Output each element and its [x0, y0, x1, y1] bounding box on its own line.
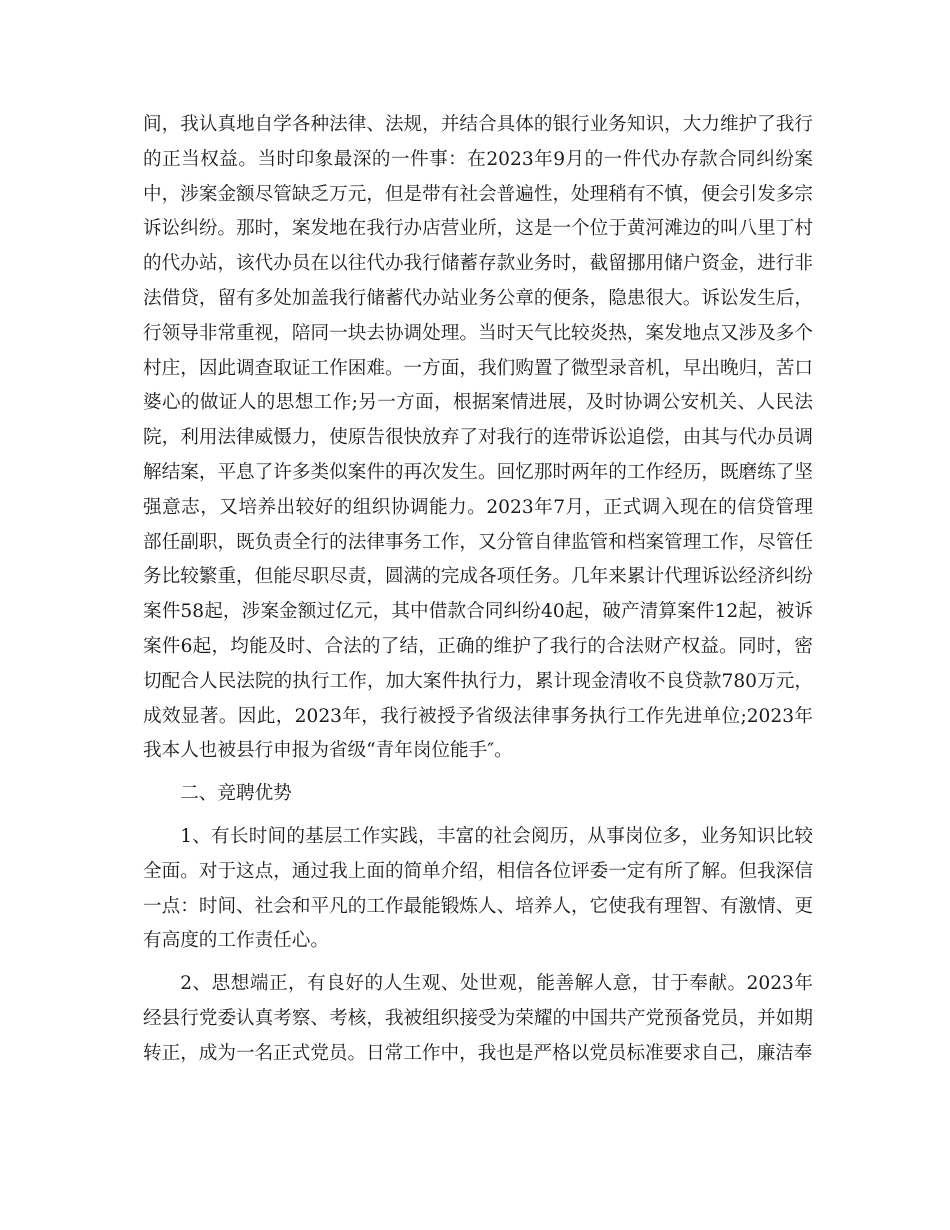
paragraph-legal-work: 间，我认真地自学各种法律、法规，并结合具体的银行业务知识，大力维护了我行的正当权益。当时印象最深的一件事：在2023年9月的一件代办存款合同纠纷案中，涉案金额尽管缺乏万元，但是带有社会普遍性，处理稍有不慎，便会引发多宗诉讼纠纷。那时，案发地在我行办店营业所，这是一个位于黄河滩边的叫八里丁村的代办站，该代办员在以往代办我行储蓄存款业务时，截留挪用储户资金，进行非法借贷，留有多处加盖我行储蓄代办站业务公章的便条，隐患很大。诉讼发生后，行领导非常重视，陪同一块去协调处理。当时天气比较炎热，案发地点又涉及多个村庄，因此调查取证工作困难。一方面，我们购置了微型录音机，早出晚归，苦口婆心的做证人的思想工作;另一方面，根据案情进展，及时协调公安机关、人民法院，利用法律威慑力，使原告很快放弃了对我行的连带诉讼追偿，由其与代办员调解结案，平息了许多类似案件的再次发生。回忆那时两年的工作经历，既磨练了坚强意志，又培养出较好的组织协调能力。2023年7月，正式调入现在的信贷管理部任副职，既负责全行的法律事务工作，又分管自律监管和档案管理工作，尽管任务比较繁重，但能尽职尽责，圆满的完成各项任务。几年来累计代理诉讼经济纠纷案件58起，涉案金额过亿元，其中借款合同纠纷40起，破产清算案件12起，被诉案件6起，均能及时、合法的了结，正确的维护了我行的合法财产权益。同时，密切配合人民法院的执行工作，加大案件执行力，累计现金清收不良贷款780万元，成效显著。因此，2023年，我行被授予省级法律事务执行工作先进单位;2023年我本人也被县行申报为省级“青年岗位能手″。	[143, 114, 813, 762]
section-heading-advantages: 二、竞聘优势	[180, 783, 292, 805]
document-page	[143, 108, 813, 1072]
paragraph-advantage-1: 1、有长时间的基层工作实践，丰富的社会阅历，从事岗位多，业务知识比较全面。对于这点，通过我上面的简单介绍，相信各位评委一定有所了解。但我深信一点：时间、社会和平凡的工作最能锻炼人、培养人，它使我有理智、有激情、更有高度的工作责任心。	[143, 825, 813, 952]
paragraph-advantage-2: 2、思想端正，有良好的人生观、处世观，能善解人意，甘于奉献。2023年经县行党委认真考察、考核，我被组织接受为荣耀的中国共产党预备党员，并如期转正，成为一名正式党员。日常工作中，我也是严格以党员标准要求自己，廉洁奉	[143, 973, 813, 1064]
